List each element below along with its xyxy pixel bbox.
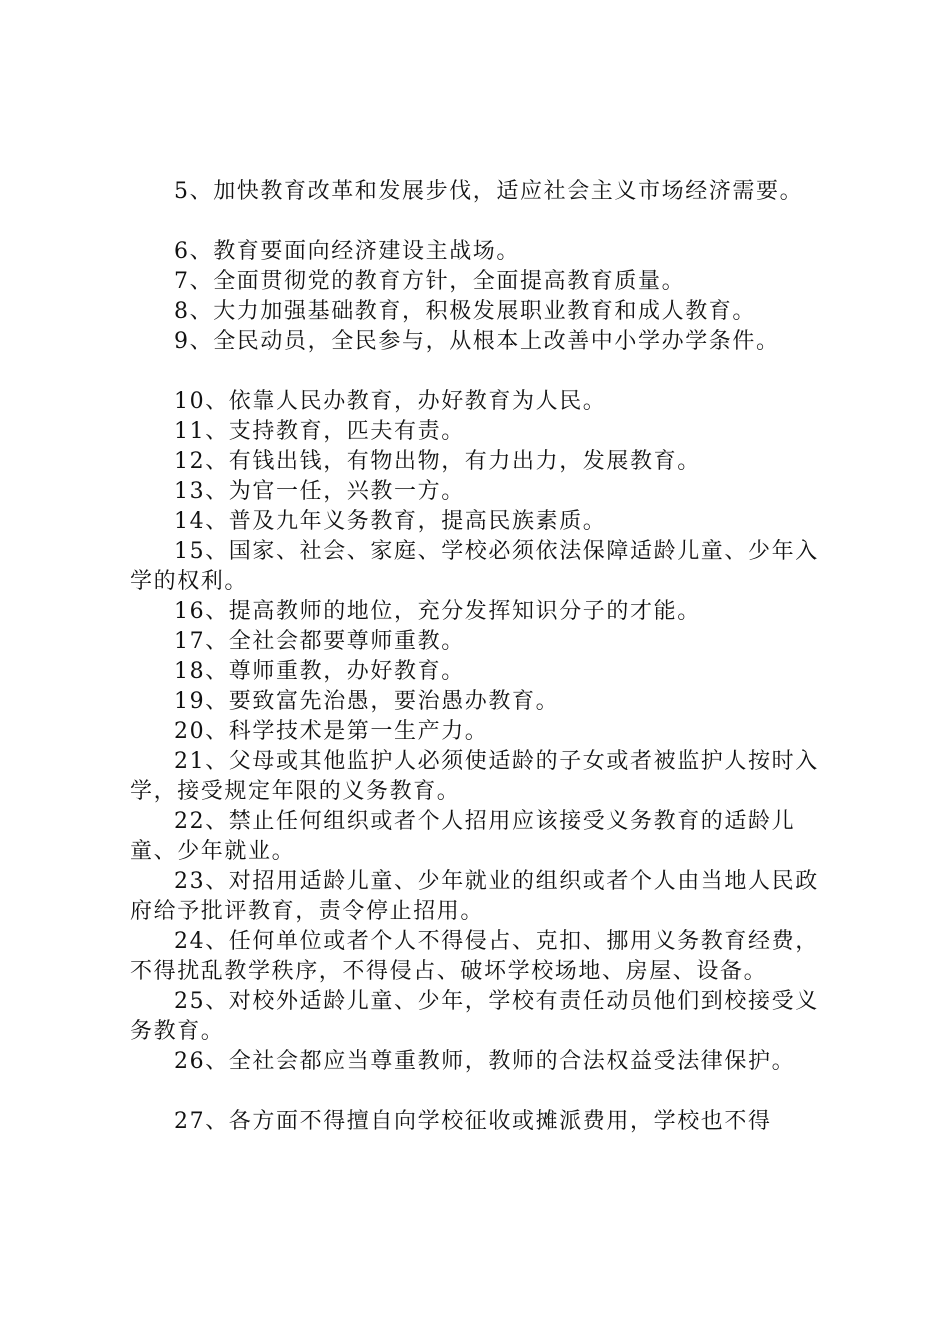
paragraph: 18、尊师重教，办好教育。 — [174, 659, 465, 684]
paragraph: 12、有钱出钱，有物出物，有力出力，发展教育。 — [174, 449, 701, 474]
paragraph: 11、支持教育，匹夫有责。 — [174, 419, 465, 444]
document-body — [130, 177, 840, 1137]
paragraph: 26、全社会都应当尊重教师，教师的合法权益受法律保护。 — [174, 1049, 796, 1074]
paragraph: 9、全民动员，全民参与，从根本上改善中小学办学条件。 — [174, 329, 780, 354]
paragraph: 19、要致富先治愚，要治愚办教育。 — [174, 689, 560, 714]
paragraph: 16、提高教师的地位，充分发挥知识分子的才能。 — [174, 599, 701, 624]
paragraph: 17、全社会都要尊师重教。 — [174, 629, 465, 654]
paragraph: 7、全面贯彻党的教育方针，全面提高教育质量。 — [174, 269, 686, 294]
paragraph: 15、国家、社会、家庭、学校必须依法保障适龄儿童、少年入学的权利。 — [130, 539, 819, 594]
paragraph: 25、对校外适龄儿童、少年，学校有责任动员他们到校接受义务教育。 — [130, 989, 819, 1044]
paragraph: 13、为官一任，兴教一方。 — [174, 479, 465, 504]
paragraph: 27、各方面不得擅自向学校征收或摊派费用，学校也不得 — [174, 1109, 772, 1134]
paragraph: 21、父母或其他监护人必须使适龄的子女或者被监护人按时入学，接受规定年限的义务教育。 — [130, 749, 819, 804]
paragraph: 6、教育要面向经济建设主战场。 — [174, 239, 520, 264]
paragraph: 10、依靠人民办教育，办好教育为人民。 — [174, 389, 607, 414]
paragraph: 22、禁止任何组织或者个人招用应该接受义务教育的适龄儿童、少年就业。 — [130, 809, 796, 864]
paragraph: 23、对招用适龄儿童、少年就业的组织或者个人由当地人民政府给予批评教育，责令停止招用。 — [130, 869, 819, 924]
paragraph: 24、任何单位或者个人不得侵占、克扣、挪用义务教育经费，不得扰乱教学秩序，不得侵占、破坏学校场地、房屋、设备。 — [130, 929, 819, 984]
paragraph: 14、普及九年义务教育，提高民族素质。 — [174, 509, 607, 534]
paragraph: 8、大力加强基础教育，积极发展职业教育和成人教育。 — [174, 299, 756, 324]
paragraph: 5、加快教育改革和发展步伐，适应社会主义市场经济需要。 — [174, 179, 804, 204]
paragraph: 20、科学技术是第一生产力。 — [174, 719, 489, 744]
